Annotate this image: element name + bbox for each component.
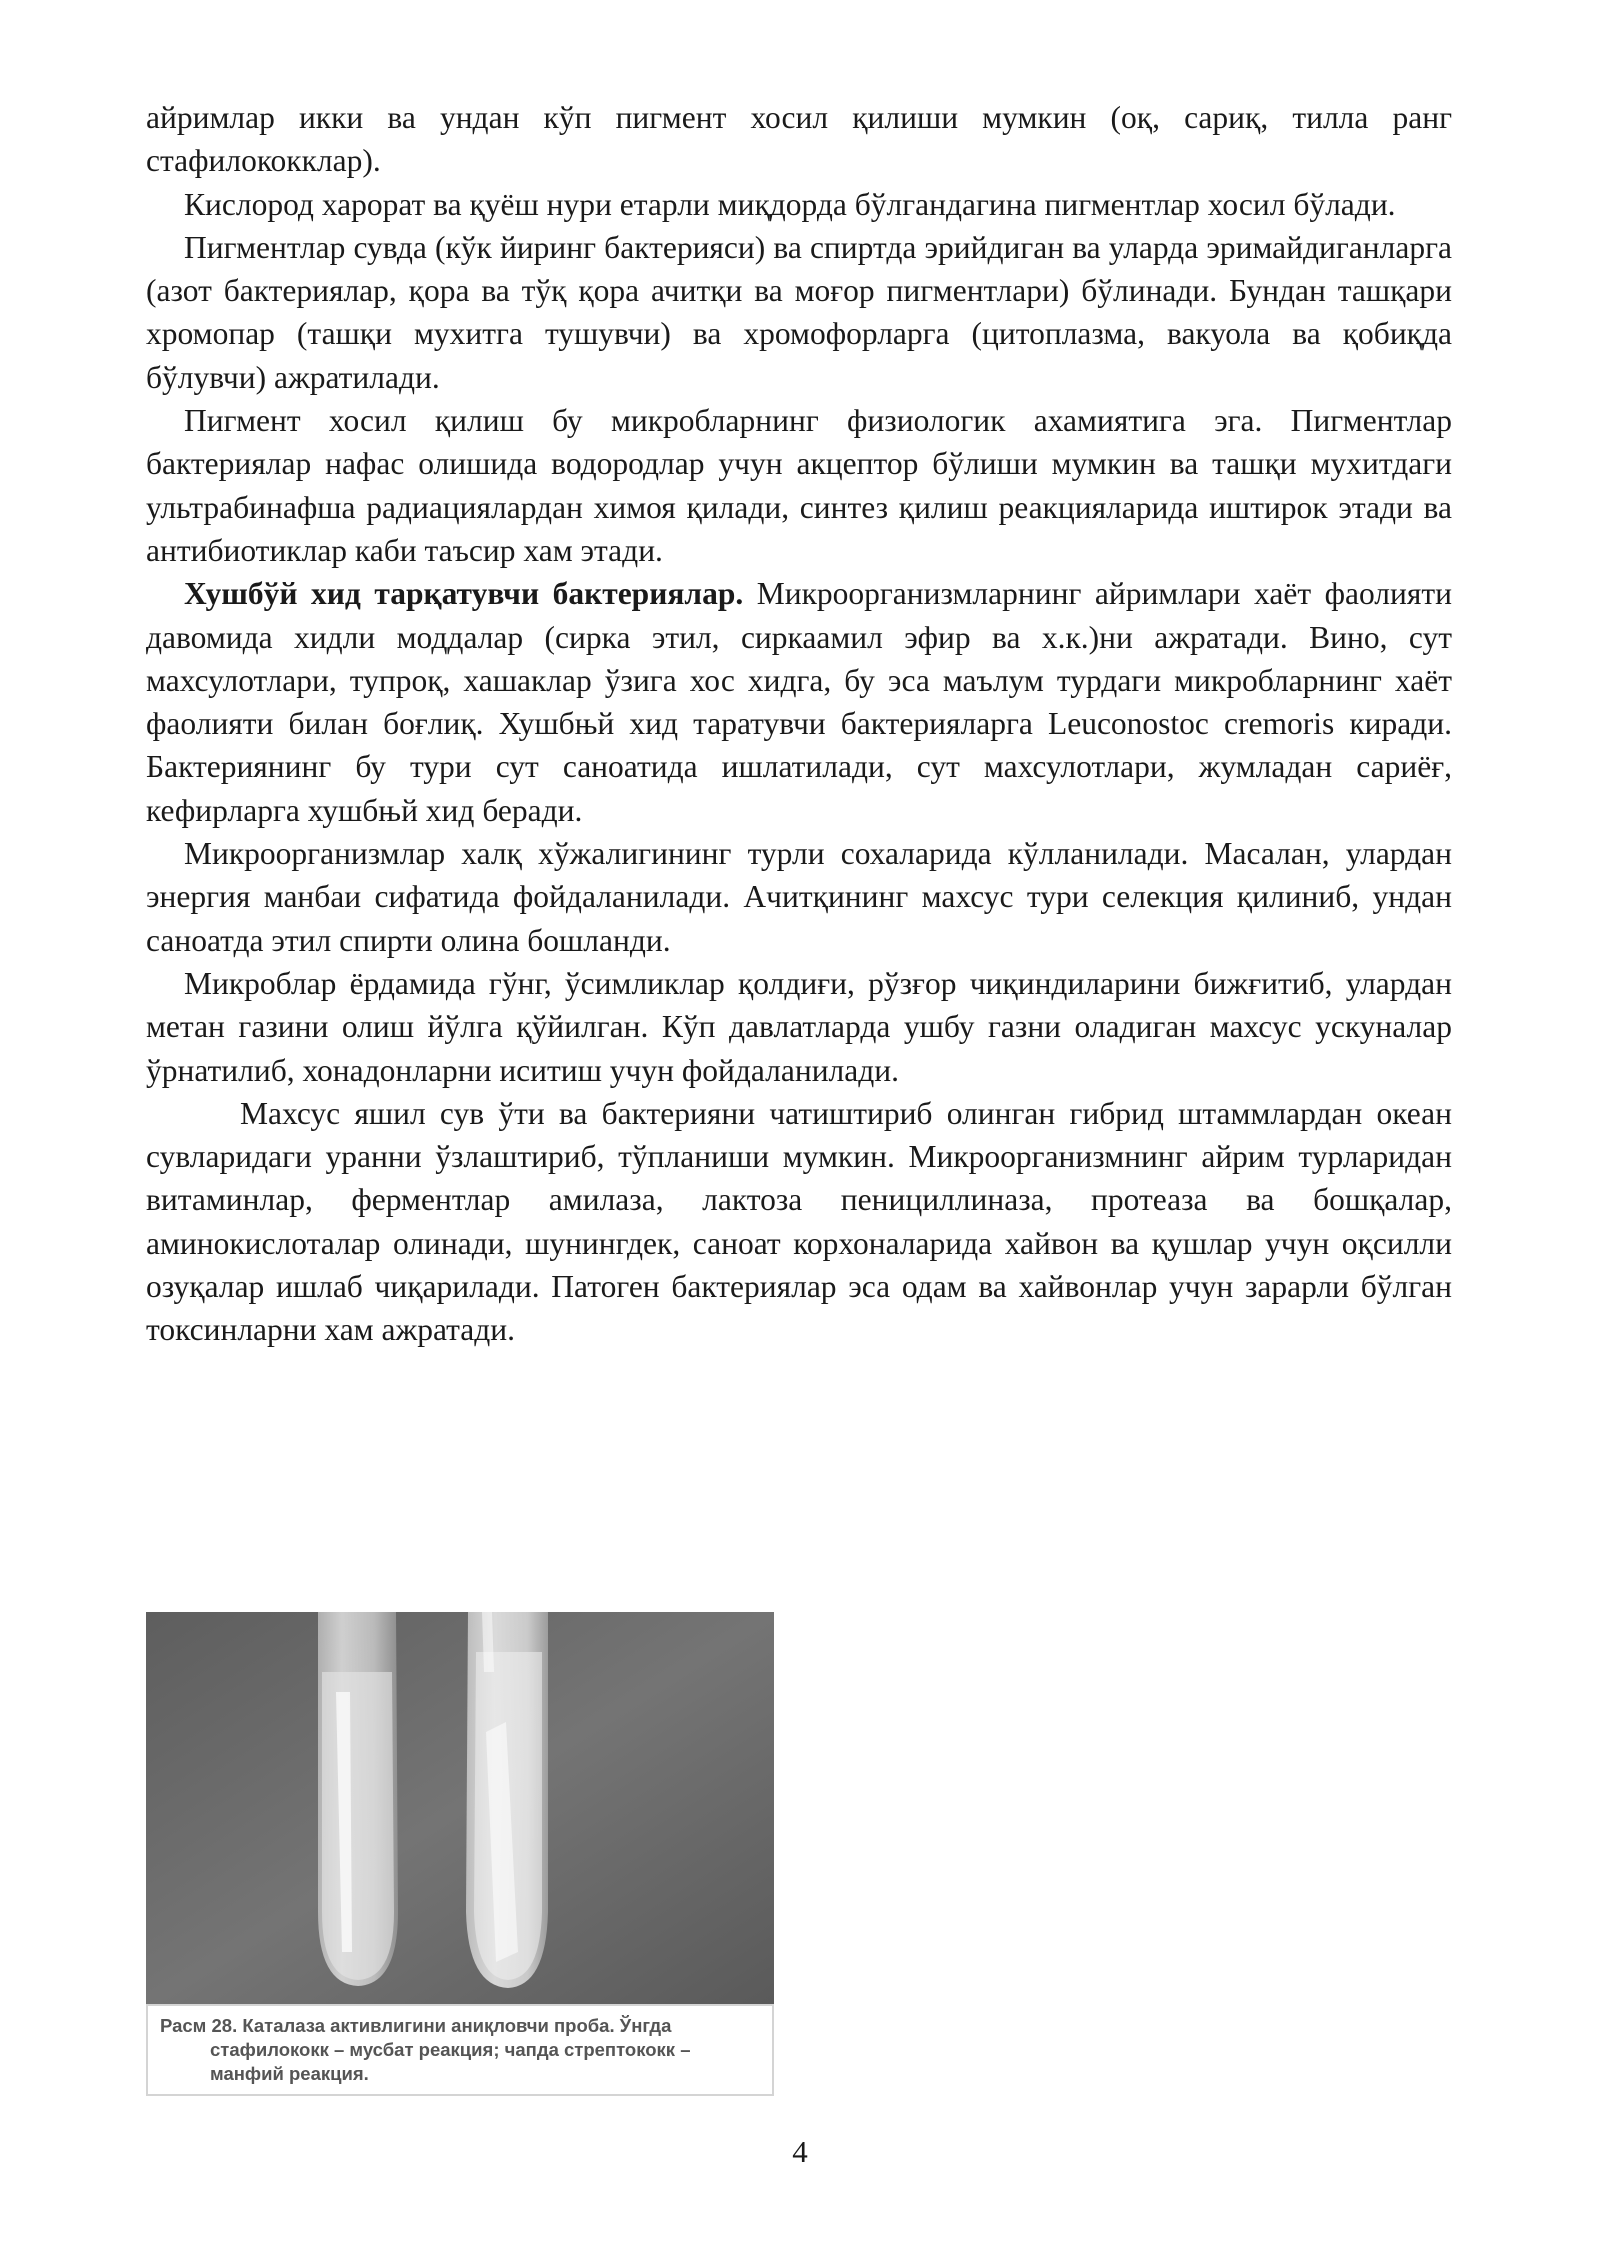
- aroma-text: Микроорганизмларнинг айримлари хаёт фаолияти давомида хидли моддалар (сирка этил, сиркаамил эфир ва х.к.)ни ажратади. Вино, сут махсулотлари, тупроқ, хашаклар ўзига хос хидга, бу эса маълум турдаги микробларнинг хаёт фаолияти билан боғлиқ. Хушбњй хид таратувчи бактерияларга Leuconostoc cremoris киради. Бактериянинг бу тури сут саноатида ишлатилади, сут махсулотлари, жумладан сариёғ, кефирларга хушбњй хид беради.: [146, 576, 1452, 828]
- page-number: 4: [792, 2134, 808, 2169]
- paragraph-aroma-bacteria: [146, 572, 1452, 832]
- figure-28: [146, 1612, 774, 2096]
- paragraph-oxygen: Кислород харорат ва қуёш нури етарли миқдорда бўлгандагина пигментлар хосил бўлади.: [184, 186, 1396, 222]
- paragraph-pigment-role: Пигмент хосил қилиш бу микробларнинг физиологик ахамиятига эга. Пигментлар бактериялар нафас олишида водородлар учун акцептор бўлиши мумкин ва ташқи мухитдаги ультрабинафша радиациялардан химоя қилади, синтез қилиш реакцияларида иштирок этади ва антибиотиклар каби таъсир хам этади.: [146, 403, 1452, 568]
- body-text: [146, 96, 1452, 1352]
- figure-caption: Расм 28. Каталаза активлигини аниқловчи проба. Ўнгда стафилококк – мусбат реакция; чапда стрептококк – манфий реакция.: [146, 2004, 774, 2096]
- test-tubes-photo: [146, 1612, 774, 2004]
- paragraph-continuation: айримлар икки ва ундан кўп пигмент хосил қилиши мумкин (оқ, сариқ, тилла ранг стафилококклар).: [146, 100, 1452, 179]
- paragraph-economy: Микроорганизмлар халқ хўжалигининг турли сохаларида кўлланилади. Масалан, улардан энергия манбаи сифатида фойдаланилади. Ачитқининг махсус тури селекция қилиниб, ундан саноатда этил спирти олина бошланди.: [146, 836, 1452, 958]
- paragraph-pigment-types: Пигментлар сувда (кўк йиринг бактерияси) ва спиртда эрийдиган ва уларда эримайдиганларга (азот бактериялар, қора ва тўқ қора ачитқи ва моғор пигментлари) бўлинади. Бундан ташқари хромопар (ташқи мухитга тушувчи) ва хромофорларга (цитоплазма, вакуола ва қобиқда бўлувчи) ажратилади.: [146, 229, 1452, 395]
- section-heading-aroma: Хушбўй хид тарқатувчи бактериялар.: [184, 576, 744, 612]
- paragraph-methane: Микроблар ёрдамида гўнг, ўсимликлар қолдиғи, рўзғор чиқиндиларини бижғитиб, улардан метан газини олиш йўлга қўйилган. Кўп давлатларда ушбу газни оладиган махсус ускуналар ўрнатилиб, хонадонларни иситиш учун фойдаланилади.: [146, 965, 1452, 1088]
- paragraph-hybrid-strains: Махсус яшил сув ўти ва бактерияни чатиштириб олинган гибрид штаммлардан океан сувларидаги уранни ўзлаштириб, тўпланиши мумкин. Микроорганизмнинг айрим турларидан витаминлар, ферментлар амилаза, лактоза пенициллиназа, протеаза ва бошқалар, аминокислоталар олинади, шунингдек, саноат корхоналарида хайвон ва қушлар учун оқсилли озуқалар ишлаб чиқарилади. Патоген бактериялар эса одам ва хайвонлар учун зарарли бўлган токсинларни хам ажратади.: [146, 1095, 1452, 1348]
